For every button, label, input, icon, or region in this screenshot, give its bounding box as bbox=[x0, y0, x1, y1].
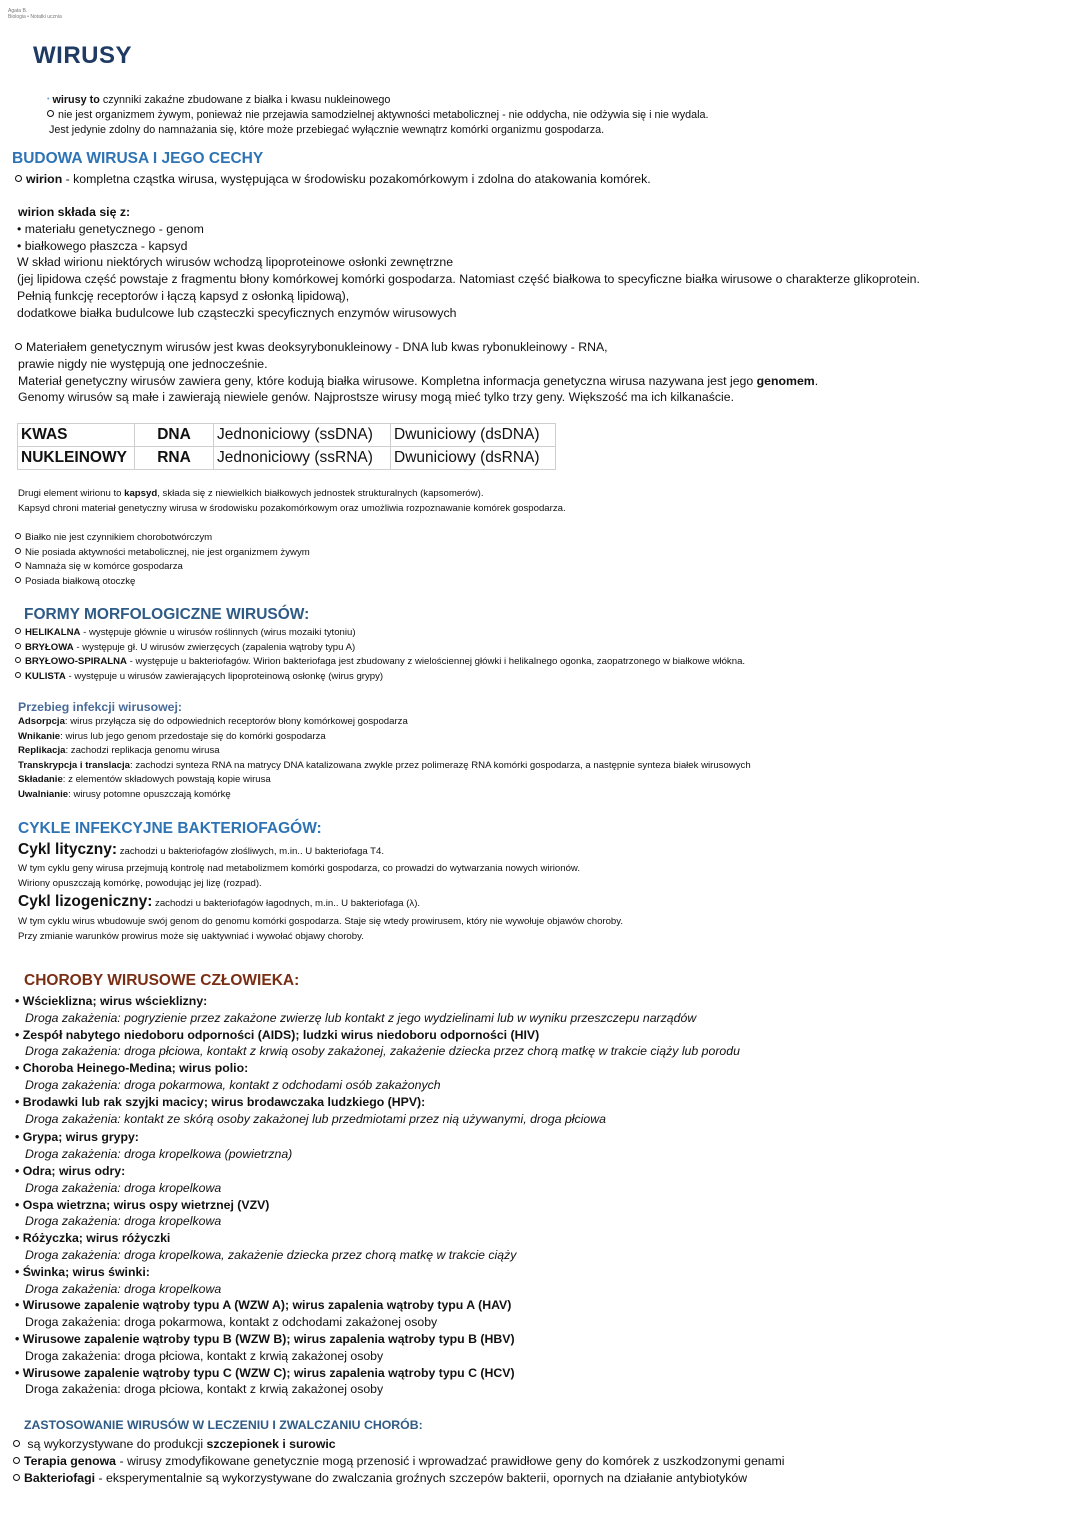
disease-item bbox=[15, 1094, 740, 1128]
table-cell: Dwuniciowy (dsRNA) bbox=[391, 447, 556, 470]
table-cell: NUKLEINOWY bbox=[18, 447, 135, 470]
disease-route: Droga zakażenia: droga pokarmowa, kontakt z odchodami osób zakażonych bbox=[25, 1077, 441, 1092]
list-item: HELIKALNA - występuje głównie u wirusów roślinnych (wirus mozaiki tytoniu) bbox=[15, 626, 745, 641]
list-item: Adsorpcja: wirus przyłącza się do odpowiednich receptorów błony komórkowej gospodarza bbox=[18, 716, 408, 727]
disease-name: • Odra; wirus odry: bbox=[15, 1163, 126, 1178]
section-heading-zastosowanie: ZASTOSOWANIE WIRUSÓW W LECZENIU I ZWALCZANIU CHORÓB: bbox=[24, 1418, 423, 1432]
table-row bbox=[18, 424, 556, 447]
disease-route: Droga zakażenia: droga kropelkowa bbox=[25, 1281, 222, 1296]
disease-route: Droga zakażenia: droga kropelkowa bbox=[25, 1214, 222, 1229]
page-title: WIRUSY bbox=[33, 42, 132, 69]
disease-name: • Wścieklizna; wirus wścieklizny: bbox=[15, 994, 208, 1008]
section-heading-budowa: BUDOWA WIRUSA I JEGO CECHY bbox=[12, 150, 264, 167]
section-heading-przebieg: Przebieg infekcji wirusowej: bbox=[18, 700, 183, 714]
table-cell: Jednoniciowy (ssDNA) bbox=[214, 424, 391, 447]
author-meta bbox=[8, 8, 62, 20]
circle-bullet-icon bbox=[47, 110, 54, 117]
disease-route: Droga zakażenia: droga pokarmowa, kontakt z odchodami zakażonej osoby bbox=[25, 1315, 438, 1330]
list-item: są wykorzystywane do produkcji szczepionek i surowic bbox=[13, 1436, 784, 1453]
list-item: Białko nie jest czynnikiem chorobotwórczym bbox=[15, 531, 310, 546]
list-item: Terapia genowa - wirusy zmodyfikowane genetycznie mogą przenosić i wprowadzać prawidłowe geny do komórek z uszkodzonymi genami bbox=[13, 1453, 784, 1470]
list-item: BRYŁOWA - występuje gł. U wirusów zwierzęcych (zapalenia wątroby typu A) bbox=[15, 641, 745, 656]
table-cell: Dwuniciowy (dsDNA) bbox=[391, 424, 556, 447]
infection-steps bbox=[18, 715, 751, 803]
list-item: Namnaża się w komórce gospodarza bbox=[15, 560, 310, 575]
disease-route: Droga zakażenia: droga płciowa, kontakt z krwią zakażonej osoby bbox=[25, 1348, 384, 1363]
section-heading-formy: FORMY MORFOLOGICZNE WIRUSÓW: bbox=[24, 606, 310, 623]
author-name: Agata B. bbox=[8, 8, 28, 14]
nucleic-acid-table bbox=[17, 423, 556, 470]
disease-name: • Świnka; wirus świnki: bbox=[15, 1264, 150, 1279]
table-cell: Jednoniciowy (ssRNA) bbox=[214, 447, 391, 470]
wirion-composition bbox=[17, 204, 920, 322]
circle-bullet-icon bbox=[13, 1440, 20, 1447]
disease-item bbox=[15, 1230, 740, 1264]
circle-bullet-icon bbox=[15, 672, 21, 678]
disease-name: • Wirusowe zapalenie wątroby typu C (WZW C); wirus zapalenia wątroby typu C (HCV) bbox=[15, 1365, 515, 1380]
disease-name: • Zespół nabytego niedoboru odporności (AIDS); ludzki wirus niedoboru odporności (HIV) bbox=[15, 1027, 540, 1042]
list-item: KULISTA - występuje u wirusów zawierających lipoproteinową osłonkę (wirus grypy) bbox=[15, 670, 745, 685]
list-item: Posiada białkową otoczkę bbox=[15, 575, 310, 590]
disease-item bbox=[15, 1331, 740, 1365]
disease-item bbox=[15, 1264, 740, 1298]
kapsyd-block: Drugi element wirionu to kapsyd, składa się z niewielkich białkowych jednostek strukturalnych (kapsomerów). Kapsyd chroni materiał genetyczny wirusa w środowisku pozakomórkowym oraz umożliwia rozpoznawanie komórek gospodarza. bbox=[18, 488, 566, 514]
disease-route: Droga zakażenia: droga płciowa, kontakt z krwią zakażonej osoby bbox=[25, 1382, 384, 1397]
circle-bullet-icon bbox=[15, 643, 21, 649]
disease-route: Droga zakażenia: droga płciowa, kontakt z krwią osoby zakażonej, zakażenie dziecka przez chorą matkę w trakcie ciąży lub porodu bbox=[25, 1044, 740, 1059]
disease-item bbox=[15, 1197, 740, 1231]
list-item: Nie posiada aktywności metabolicznej, nie jest organizmem żywym bbox=[15, 546, 310, 561]
table-cell: RNA bbox=[135, 447, 214, 470]
disease-item bbox=[15, 1129, 740, 1163]
disease-item bbox=[15, 1163, 740, 1197]
disease-route: Droga zakażenia: droga kropelkowa, zakażenie dziecka przez chorą matkę w trakcie ciąży bbox=[25, 1247, 517, 1262]
table-cell: DNA bbox=[135, 424, 214, 447]
list-item: Uwalnianie: wirusy potomne opuszczają komórkę bbox=[18, 788, 231, 800]
circle-bullet-icon bbox=[15, 343, 22, 350]
section-heading-cykle: CYKLE INFEKCYJNE BAKTERIOFAGÓW: bbox=[18, 820, 322, 837]
circle-bullet-icon bbox=[15, 628, 21, 634]
circle-bullet-icon bbox=[15, 533, 21, 539]
circle-bullet-icon bbox=[15, 657, 21, 663]
list-item: Transkrypcja i translacja: zachodzi synteza RNA na matrycy DNA katalizowana zwykle przez polimerazę RNA komórki gospodarza, a następnie synteza białek wirusowych bbox=[18, 759, 751, 771]
disease-item bbox=[15, 1297, 740, 1331]
disease-name: • Choroba Heinego-Medina; wirus polio: bbox=[15, 1061, 249, 1076]
disease-item bbox=[15, 993, 740, 1027]
composition-paragraph: Pełnią funkcję receptorów i łączą kapsyd z osłonką lipidową), bbox=[17, 288, 350, 303]
list-item: BRYŁOWO-SPIRALNA - występuje u bakteriofagów. Wirion bakteriofaga jest zbudowany z wielościennej główki i helikalnego ogonka, zaopatrzonego w białkowe włókna. bbox=[15, 655, 745, 670]
forms-list bbox=[15, 626, 745, 684]
applications-list bbox=[13, 1436, 784, 1486]
genetic-material-block: Materiałem genetycznym wirusów jest kwas deoksyrybonukleinowy - DNA lub kwas rybonukleinowy - RNA, prawie nigdy nie występują one jednocześnie. Materiał genetyczny wirusów zawiera geny, które kodują białka wirusowe. Kompletna informacja genetyczna wirusa nazywana jest jego genomem. Genomy wirusów są małe i zawierają niewiele genów. Najprostsze wirusy mogą mieć tylko trzy geny. Większość ma ich kilkanaście. bbox=[15, 339, 818, 406]
table-cell: KWAS bbox=[18, 424, 135, 447]
circle-bullet-icon bbox=[15, 548, 21, 554]
list-item: Bakteriofagi - eksperymentalnie są wykorzystywane do zwalczania groźnych szczepów bakterii, opornych na działanie antybiotyków bbox=[13, 1470, 784, 1487]
list-item: Wnikanie: wirus lub jego genom przedostaje się do komórki gospodarza bbox=[18, 730, 326, 742]
composition-paragraph: W skład wirionu niektórych wirusów wchodzą lipoproteinowe osłonki zewnętrzne bbox=[17, 255, 454, 270]
disease-name: • Grypa; wirus grypy: bbox=[15, 1130, 139, 1145]
list-item: Składanie: z elementów składowych powstają kopie wirusa bbox=[18, 774, 271, 786]
disease-name: • Wirusowe zapalenie wątroby typu B (WZW B); wirus zapalenia wątroby typu B (HBV) bbox=[15, 1331, 515, 1346]
intro-line-1: • wirusy to czynniki zakaźne zbudowane z białka i kwasu nukleinowego bbox=[47, 94, 391, 106]
disease-item bbox=[15, 1027, 740, 1061]
cycle-lytic-title: Cykl lityczny: zachodzi u bakteriofagów złośliwych, m.in.. U bakteriofaga T4. bbox=[18, 841, 385, 858]
circle-bullet-icon bbox=[13, 1457, 20, 1464]
composition-paragraph: dodatkowe białka budulcowe lub cząsteczki specyficznych enzymów wirusowych bbox=[17, 305, 457, 320]
circle-bullet-icon bbox=[13, 1474, 20, 1481]
disease-name: • Brodawki lub rak szyjki macicy; wirus brodawczaka ludzkiego (HPV): bbox=[15, 1094, 426, 1109]
circle-bullet-icon bbox=[15, 175, 22, 182]
composition-item: • białkowego płaszcza - kapsyd bbox=[17, 238, 188, 253]
disease-route: Droga zakażenia: pogryzienie przez zakażone zwierzę lub kontakt z jego wydzielinami lub w wyniku przeszczepu narządów bbox=[25, 1010, 697, 1025]
disease-route: Droga zakażenia: droga kropelkowa (powietrzna) bbox=[25, 1147, 293, 1162]
cycles-block: Cykl lityczny: zachodzi u bakteriofagów złośliwych, m.in.. U bakteriofaga T4. W tym cyklu geny wirusa przejmują kontrolę nad metabolizmem komórki gospodarza, co prowadzi do wytwarzania nowych wirionów. Wiriony opuszczają komórkę, powodując jej lizę (rozpad). Cykl lizogeniczny: zachodzi u bakteriofagów łagodnych, m.in.. U bakteriofaga (λ). W tym cyklu wirus wbudowuje swój genom do genomu komórki gospodarza. Staje się wtedy prowirusem, który nie wywołuje objawów choroby. Przy zmianie warunków prowirus może się uaktywniać i wywołać objawy choroby. bbox=[18, 841, 624, 942]
cycle-lysogenic-title: Cykl lizogeniczny: zachodzi u bakteriofagów łagodnych, m.in.. U bakteriofaga (λ). bbox=[18, 893, 421, 911]
composition-paragraph: (jej lipidowa część powstaje z fragmentu błony komórkowej komórki gospodarza. Natomiast część białkowa to specyficzne białka wirusowe o charakterze glikoprotein. bbox=[17, 272, 920, 287]
disease-item bbox=[15, 1060, 740, 1094]
intro-bold: wirusy to bbox=[52, 94, 100, 106]
author-sub: Biologia • Notatki ucznia bbox=[8, 14, 62, 20]
feature-list bbox=[15, 531, 310, 589]
disease-name: • Ospa wietrzna; wirus ospy wietrznej (VZV) bbox=[15, 1197, 270, 1212]
disease-route: Droga zakażenia: kontakt ze skórą osoby zakażonej lub przedmiotami przez nią używanymi, droga płciowa bbox=[25, 1111, 606, 1126]
list-item: Replikacja: zachodzi replikacja genomu wirusa bbox=[18, 745, 220, 757]
disease-list bbox=[15, 993, 740, 1398]
disease-name: • Różyczka; wirus różyczki bbox=[15, 1231, 171, 1246]
circle-bullet-icon bbox=[15, 562, 21, 568]
composition-label: wirion składa się z: bbox=[18, 205, 131, 219]
composition-item: • materiału genetycznego - genom bbox=[17, 221, 204, 236]
intro-block bbox=[47, 92, 709, 138]
table-row bbox=[18, 447, 556, 470]
disease-item bbox=[15, 1365, 740, 1399]
wirion-line: wirion - kompletna cząstka wirusa, występująca w środowisku pozakomórkowym i zdolna do atakowania komórek. bbox=[15, 171, 651, 188]
disease-route: Droga zakażenia: droga kropelkowa bbox=[25, 1180, 222, 1195]
circle-bullet-icon bbox=[15, 577, 21, 583]
section-heading-choroby: CHOROBY WIRUSOWE CZŁOWIEKA: bbox=[24, 972, 300, 989]
disease-name: • Wirusowe zapalenie wątroby typu A (WZW A); wirus zapalenia wątroby typu A (HAV) bbox=[15, 1298, 512, 1313]
intro-line-3: Jest jedynie zdolny do namnażania się, które może przebiegać wyłącznie wewnątrz komórki organizmu gospodarza. bbox=[49, 124, 605, 136]
intro-line-2: nie jest organizmem żywym, ponieważ nie przejawia samodzielnej aktywności metabolicznej - nie oddycha, nie odżywia się i nie wydala. bbox=[47, 108, 709, 123]
